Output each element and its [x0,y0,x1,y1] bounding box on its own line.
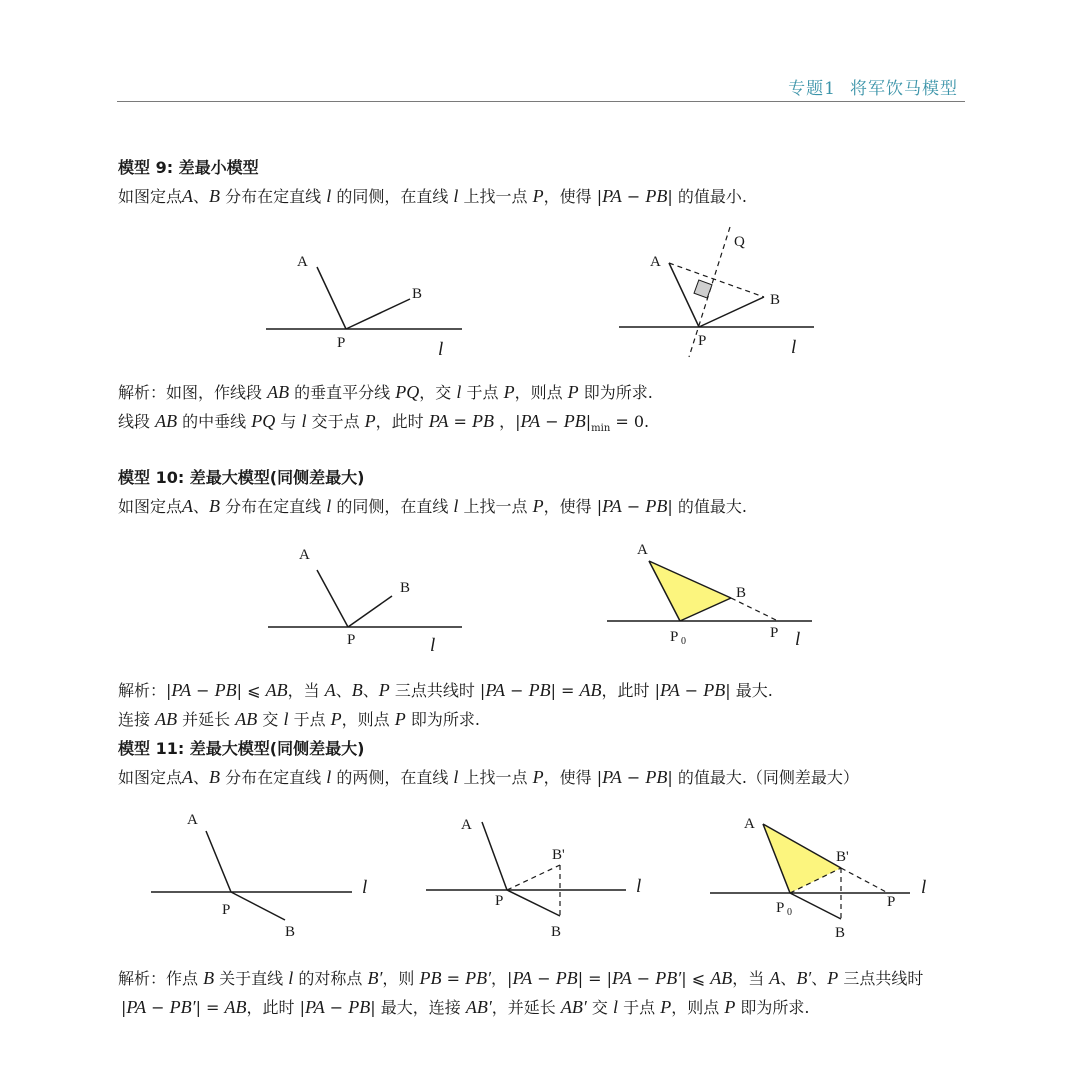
chapter-title: 将军饮马模型 [850,79,958,99]
label-p: P [698,333,707,349]
label-b: B [736,585,747,601]
label-p: P [347,632,356,648]
model9-solution-1: 解析：如图，作线段 AB 的垂直平分线 PQ，交 l 于点 P，则点 P 即为所求. [118,382,653,402]
segment-p0b [790,893,841,919]
label-q: Q [734,234,745,250]
label-b-prime: B' [552,847,565,863]
label-a: A [637,542,648,558]
label-p0-subscript: 0 [681,636,686,647]
label-l: l [791,337,797,358]
label-p: P [495,893,504,909]
label-a: A [187,812,198,828]
label-l: l [362,877,368,898]
label-b: B [770,292,781,308]
label-b: B [551,924,562,940]
label-a: A [744,816,755,832]
chapter-number: 专题1 [788,79,836,99]
label-l: l [438,339,444,360]
label-b: B [400,580,411,596]
model11-problem: 如图定点A、B 分布在定直线 l 的两侧，在直线 l 上找一点 P，使得 |PA − PB| 的值最大.（同侧差最大） [118,767,859,787]
label-a: A [297,254,308,270]
label-b: B [412,286,423,302]
segment-b-prime-p-dashed [841,868,888,893]
model11-title: 模型 11: 差最大模型(同侧差最大) [118,739,365,758]
model10-title: 模型 10: 差最大模型(同侧差最大) [118,468,365,487]
model11-solution-2: |PA − PB′| = AB，此时 |PA − PB| 最大，连接 AB′，并延长 AB′ 交 l 于点 P，则点 P 即为所求. [121,997,810,1017]
label-l: l [921,877,927,898]
model11-solution-1: 解析：作点 B 关于直线 l 的对称点 B′，则 PB = PB′，|PA − PB| = |PA − PB′| ⩽ AB，当 A、B′、P 三点共线时 [118,968,924,988]
label-p: P [337,335,346,351]
model9-problem: 如图定点A、B 分布在定直线 l 的同侧，在直线 l 上找一点 P，使得 |PA − PB| 的值最小. [118,186,747,206]
model9-title: 模型 9: 差最小模型 [118,158,259,177]
label-b: B [285,924,296,940]
label-p0: P [776,900,785,916]
label-p: P [770,625,779,641]
label-l: l [636,876,642,897]
label-l: l [430,635,436,656]
model9-solution-2: 线段 AB 的中垂线 PQ 与 l 交于点 P，此时 PA = PB ，$|PA - PB|_{min} = 0$. [118,411,650,435]
model10-solution-2: 连接 AB 并延长 AB 交 l 于点 P，则点 P 即为所求. [118,709,480,729]
label-a: A [650,254,661,270]
label-p: P [887,894,896,910]
label-a: A [461,817,472,833]
label-b: B [835,925,846,941]
label-b-prime: B' [836,849,849,865]
label-p0: P [670,629,679,645]
model10-problem: 如图定点A、B 分布在定直线 l 的同侧，在直线 l 上找一点 P，使得 |PA − PB| 的值最大. [118,496,747,516]
label-l: l [795,629,801,650]
label-p: P [222,902,231,918]
label-a: A [299,547,310,563]
model10-solution-1: 解析：|PA − PB| ⩽ AB，当 A、B、P 三点共线时 |PA − PB| = AB，此时 |PA − PB| 最大. [118,680,773,700]
triangle-fill [763,824,841,893]
label-p0-subscript: 0 [787,907,792,918]
